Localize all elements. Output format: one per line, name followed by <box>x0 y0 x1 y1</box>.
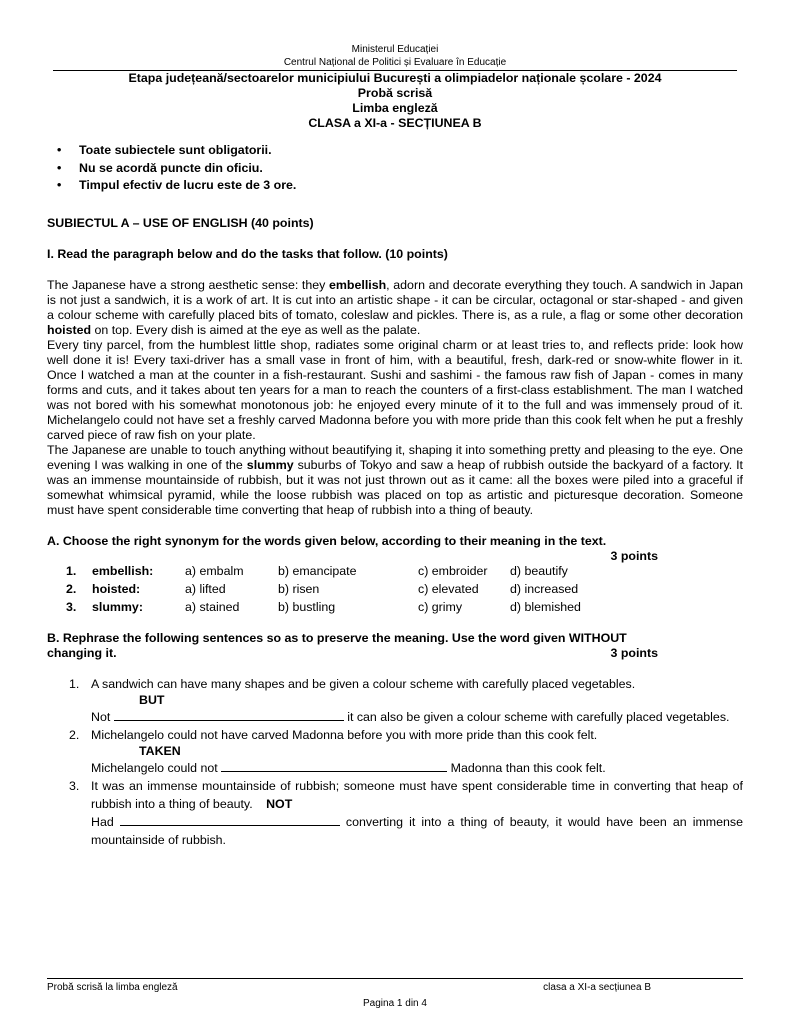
item-number: 3. <box>69 778 80 793</box>
exam-page <box>47 44 743 849</box>
keyword: NOT <box>266 796 293 811</box>
text-span: , adorn and decorate everything they touch. A sandwich in Japan is not just a sandwich, it is a work of art. It is cut into an artistic shape - it can be circular, octagonal or star-shaped - and given a colour scheme with carefully placed bits of tomato, coleslaw and pickles. There is, as a rule, a flag or some other decoration <box>47 277 743 322</box>
item-number: 2. <box>69 727 80 742</box>
rephrase-item <box>47 675 743 726</box>
page-footer <box>47 978 743 1010</box>
rule-item: • Timpul efectiv de lucru este de 3 ore. <box>79 177 743 195</box>
part-b-instruction-line2 <box>47 646 743 661</box>
rule-item: • Toate subiectele sunt obligatorii. <box>79 142 743 160</box>
page-number: Pagina 1 din 4 <box>363 998 427 1009</box>
option-c: c) elevated <box>418 581 479 596</box>
original-sentence: A sandwich can have many shapes and be given a colour scheme with carefully placed vegetables. <box>91 676 636 691</box>
option-d: d) beautify <box>510 563 568 578</box>
synonym-row <box>66 600 581 618</box>
section-title: SUBIECTUL A – USE OF ENGLISH (40 points) <box>47 215 314 230</box>
item-word: hoisted: <box>92 581 141 596</box>
text-span: The Japanese are unable to touch anything without beautifying it, shaping it into something pretty and pleasing to the eye. One evening I was walking in one of the <box>47 442 743 472</box>
synonym-row <box>66 564 581 582</box>
task-title: I. Read the paragraph below and do the tasks that follow. (10 points) <box>47 246 448 261</box>
answer-start: Michelangelo could not <box>91 760 218 775</box>
footer-row <box>47 979 743 994</box>
synonym-row <box>66 582 581 600</box>
ministry-name: Ministerul Educației <box>351 44 439 55</box>
answer-end: it can also be given a colour scheme with carefully placed vegetables. <box>347 709 730 724</box>
document-header <box>47 44 743 131</box>
synonym-table <box>66 564 581 618</box>
keyword: TAKEN <box>139 743 181 758</box>
center-name: Centrul Național de Politici și Evaluare în Educație <box>283 56 507 68</box>
part-b-instruction-end: changing it. <box>47 645 117 660</box>
footer-right: clasa a XI-a secțiunea B <box>543 982 651 993</box>
part-b-instruction: B. Rephrase the following sentences so as to preserve the meaning. Use the word given WITHOUT <box>47 630 627 645</box>
option-b: b) emancipate <box>278 563 357 578</box>
rules-list <box>47 142 743 195</box>
answer-start: Had <box>91 814 114 829</box>
original-sentence: It was an immense mountainside of rubbish; someone must have spent considerable time in converting that heap of rubbish into a thing of beauty. <box>91 778 743 811</box>
answer-blank[interactable] <box>221 759 447 772</box>
keyword: BUT <box>139 692 165 707</box>
rule-item: • Nu se acordă puncte din oficiu. <box>79 160 743 178</box>
keyword-hoisted: hoisted <box>47 322 92 337</box>
answer-blank[interactable] <box>114 708 344 721</box>
item-number: 3. <box>66 599 77 614</box>
rephrase-item <box>47 726 743 777</box>
stage-title: Etapa județeană/sectoarelor municipiului București a olimpiadelor naționale școlare - 2024 <box>128 71 662 85</box>
item-number: 1. <box>69 676 80 691</box>
test-type: Probă scrisă <box>357 86 433 100</box>
text-span: suburbs of Tokyo and saw a heap of rubbish outside the backyard of a factory. It was an immense mountainside of rubbish, but it was not just thrown out as it came: all the boxes were piled into a graceful if somewhat whimsical pyramid, while the loose rubbish was placed on top as artistic and picturesque decoration. Someone must have spent considerable time converting that heap of rubbish into a thing of beauty. <box>47 457 744 517</box>
rephrase-item <box>47 777 743 849</box>
answer-blank[interactable] <box>120 813 340 826</box>
option-b: b) bustling <box>278 599 336 614</box>
answer-end: converting it into a thing of beauty, it would have been an immense mountainside of rubbish. <box>91 814 743 847</box>
paragraph-1 <box>47 278 743 338</box>
part-a-points: 3 points <box>610 548 658 563</box>
text-span: The Japanese have a strong aesthetic sense: they <box>47 277 330 292</box>
answer-start: Not <box>91 709 111 724</box>
part-a-instruction: A. Choose the right synonym for the words given below, according to their meaning in the text. <box>47 533 607 548</box>
paragraph-2: Every tiny parcel, from the humblest little shop, radiates some original charm or at least tries to, and reflects pride: look how well done it is! Every taxi-driver has a small vase in front of him, with a beautiful, fresh, dark-red or snow-white flower in it. Once I watched a man at the counter in a fish-restaurant. Sushi and sashimi - the famous raw fish of Japan - comes in many forms and cuts, and it takes about ten years for a man to reach the counters of a first-class establishment. The man I watched was not bored with his somewhat monotonous job: he enjoyed every minute of it to the full and was immensely proud of it. Michelangelo could not have set a freshly carved Madonna before you with more pride than this cook felt when he put a freshly carved piece of raw fish on your plate. <box>47 337 743 442</box>
item-number: 1. <box>66 563 77 578</box>
footer-left: Probă scrisă la limba engleză <box>47 982 178 993</box>
option-a: a) lifted <box>185 581 226 596</box>
option-d: d) blemished <box>510 599 581 614</box>
part-b-points: 3 points <box>610 645 658 660</box>
answer-end: Madonna than this cook felt. <box>450 760 606 775</box>
item-word: slummy: <box>92 599 143 614</box>
class-section: CLASA a XI-a - SECȚIUNEA B <box>308 116 482 130</box>
paragraph-3 <box>47 443 743 518</box>
reading-text <box>47 278 743 518</box>
text-span: on top. Every dish is aimed at the eye as well as the palate. <box>91 322 421 337</box>
keyword-embellish: embellish <box>329 277 387 292</box>
option-a: a) embalm <box>185 563 244 578</box>
keyword-slummy: slummy <box>246 457 294 472</box>
option-b: b) risen <box>278 581 320 596</box>
option-a: a) stained <box>185 599 240 614</box>
rephrase-list <box>47 675 743 849</box>
original-sentence: Michelangelo could not have carved Madonna before you with more pride than this cook felt. <box>91 727 598 742</box>
item-number: 2. <box>66 581 77 596</box>
item-word: embellish: <box>92 563 154 578</box>
subject-name: Limba engleză <box>352 101 438 115</box>
option-d: d) increased <box>510 581 579 596</box>
option-c: c) embroider <box>418 563 488 578</box>
option-c: c) grimy <box>418 599 463 614</box>
